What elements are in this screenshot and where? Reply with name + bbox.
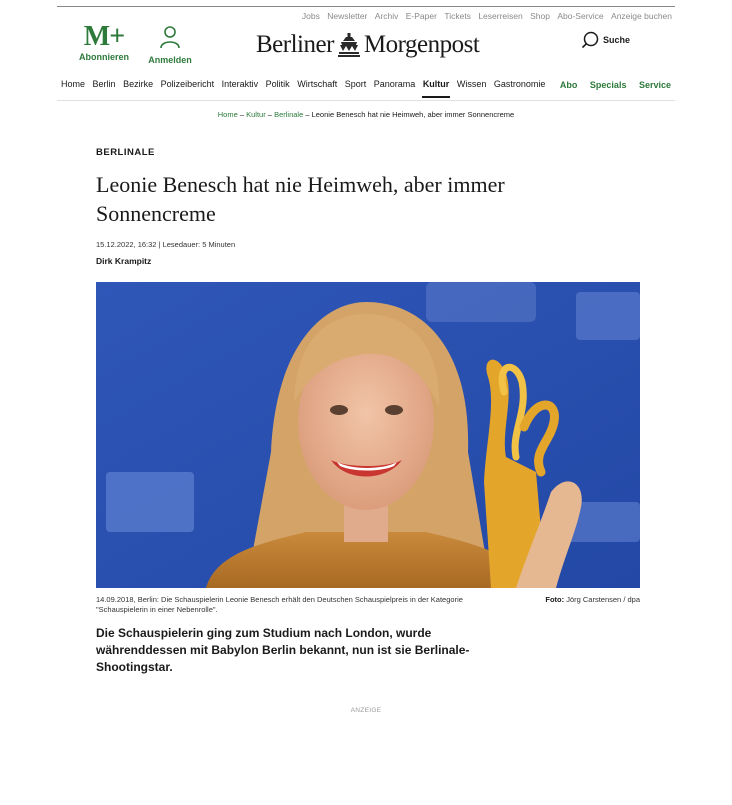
breadcrumb-separator: – xyxy=(237,110,247,119)
nav-item-specials[interactable]: Specials xyxy=(589,80,627,90)
nav-item-politik[interactable]: Politik xyxy=(265,79,290,89)
breadcrumb-current: Leonie Benesch hat nie Heimweh, aber immer Sonnencreme xyxy=(311,110,515,119)
breadcrumb-kultur[interactable]: Kultur xyxy=(246,110,266,119)
nav-item-panorama[interactable]: Panorama xyxy=(373,79,416,89)
top-link-shop[interactable]: Shop xyxy=(530,11,550,21)
nav-item-home[interactable]: Home xyxy=(61,79,86,89)
top-divider xyxy=(57,6,675,7)
nav-item-abo[interactable]: Abo xyxy=(559,80,578,90)
nav-item-service[interactable]: Service xyxy=(638,80,671,90)
nav-item-kultur[interactable]: Kultur xyxy=(422,79,450,89)
mplus-logo: M+ xyxy=(83,21,125,52)
logo-text-left: Berliner xyxy=(256,31,334,58)
article-headline: Leonie Benesch hat nie Heimweh, aber immer Sonnencreme xyxy=(96,172,505,226)
site-logo[interactable] xyxy=(256,31,479,59)
top-link-epaper[interactable]: E-Paper xyxy=(405,11,437,21)
article-lead: Die Schauspielerin ging zum Studium nach London, wurde währenddessen mit Babylon Berlin bekannt, nun ist sie Berlinale-Shootingstar. xyxy=(96,626,470,674)
nav-item-berlin[interactable]: Berlin xyxy=(92,79,116,89)
nav-item-wissen[interactable]: Wissen xyxy=(456,79,487,89)
main-navigation xyxy=(57,72,675,101)
user-icon xyxy=(159,25,181,49)
top-links xyxy=(297,11,672,21)
top-link-newsletter[interactable]: Newsletter xyxy=(327,11,368,21)
search-button[interactable] xyxy=(581,31,630,49)
nav-item-bezirke[interactable]: Bezirke xyxy=(123,79,154,89)
breadcrumb-berlinale[interactable]: Berlinale xyxy=(274,110,304,119)
top-link-tickets[interactable]: Tickets xyxy=(444,11,471,21)
logo-text-right: Morgenpost xyxy=(363,31,480,58)
credit-label: Foto: xyxy=(545,595,565,604)
subscribe-button[interactable] xyxy=(79,21,130,62)
image-credit xyxy=(545,595,640,604)
top-link-archiv[interactable]: Archiv xyxy=(374,11,399,21)
credit-value: Jörg Carstensen / dpa xyxy=(566,595,640,604)
nav-item-polizeibericht[interactable]: Polizeibericht xyxy=(160,79,215,89)
article-kicker: BERLINALE xyxy=(96,147,155,158)
quadriga-emblem-icon xyxy=(337,32,361,58)
breadcrumb-separator: – xyxy=(303,110,312,119)
article-hero-image[interactable] xyxy=(96,282,640,588)
breadcrumb-home[interactable]: Home xyxy=(217,110,238,119)
ad-label: ANZEIGE xyxy=(350,707,382,714)
nav-item-sport[interactable]: Sport xyxy=(344,79,367,89)
subscribe-label: Abonnieren xyxy=(79,52,130,62)
image-caption: 14.09.2018, Berlin: Die Schauspielerin Leonie Benesch erhält den Deutschen Schauspielpreis in der Kategorie "Schauspielerin in einer Nebenrolle". xyxy=(96,595,463,614)
search-icon xyxy=(581,31,599,49)
breadcrumb xyxy=(0,110,732,119)
nav-item-interaktiv[interactable]: Interaktiv xyxy=(221,79,259,89)
nav-item-wirtschaft[interactable]: Wirtschaft xyxy=(297,79,338,89)
article-meta: 15.12.2022, 16:32 | Lesedauer: 5 Minuten xyxy=(96,240,236,249)
article-author[interactable]: Dirk Krampitz xyxy=(96,256,152,266)
login-label: Anmelden xyxy=(148,55,192,65)
nav-item-gastronomie[interactable]: Gastronomie xyxy=(493,79,546,89)
hero-photo xyxy=(96,282,640,588)
breadcrumb-separator: – xyxy=(265,110,275,119)
top-link-leserreisen[interactable]: Leserreisen xyxy=(478,11,523,21)
top-link-anzeige-buchen[interactable]: Anzeige buchen xyxy=(611,11,672,21)
login-button[interactable] xyxy=(145,25,195,65)
top-link-jobs[interactable]: Jobs xyxy=(301,11,320,21)
search-label: Suche xyxy=(603,35,631,45)
top-link-abo-service[interactable]: Abo-Service xyxy=(557,11,604,21)
